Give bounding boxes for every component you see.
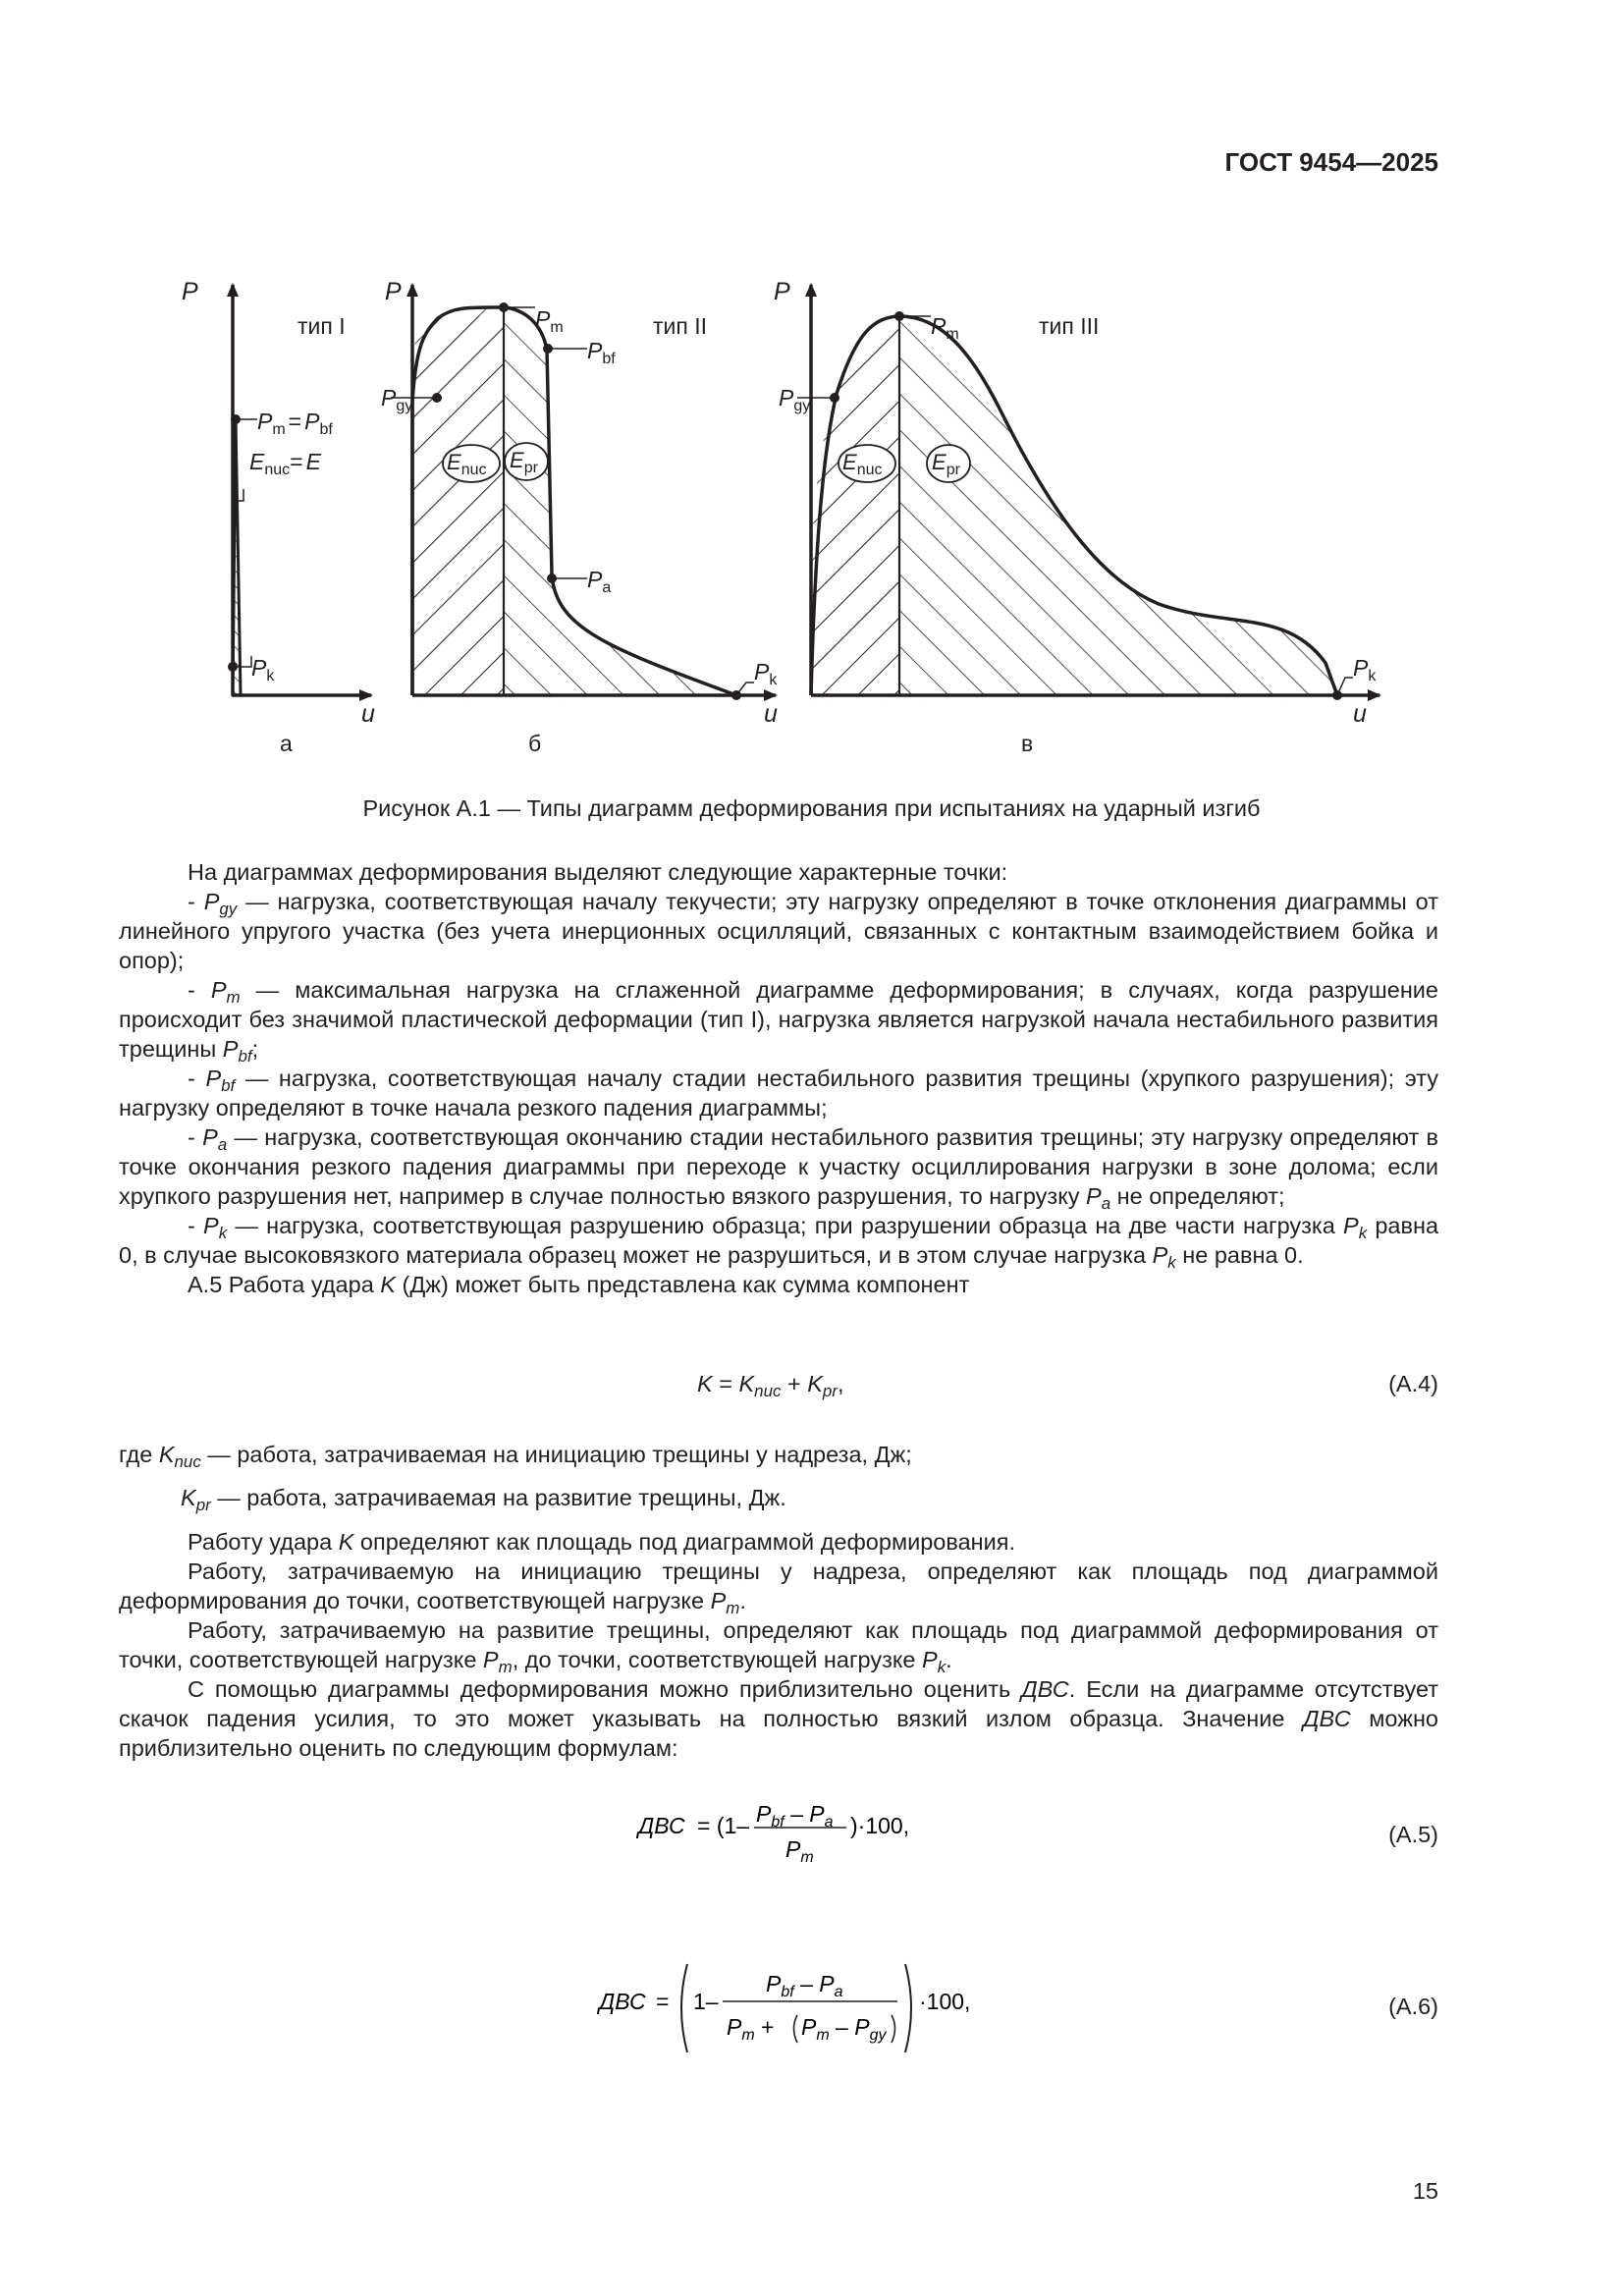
paragraph-dvs: С помощью диаграммы деформирования можно приблизительно оценить ДВС. Если на диаграмме отсутствует скачок падения усилия, то это может указывать на полностью вязкий излом образца. Значение ДВС можно приблизительно оценить по следующим формулам: (119, 1676, 1438, 1761)
big-paren-left (681, 1964, 687, 2052)
label-enuc-e: $E_{nuc}= E$ (249, 449, 321, 478)
item-pa: - $P_a$ — нагрузка, соответствующая окончанию стадии нестабильного развития трещины; эту нагрузку определяют в точке окончания резкого падения диаграммы при переходе к участку осциллирования нагрузки в зоне долома; если хрупкого разрушения нет, например в случае полностью вязкого разрушения, то нагрузку $P_a$ не определяют; (119, 1124, 1438, 1214)
label-pm: $P_m$ (535, 306, 564, 336)
equation-number-a6: (А.6) (1388, 1994, 1438, 2019)
axis-label-p: P (385, 278, 402, 305)
panel-type-2 (381, 278, 778, 756)
equation-number-a4: (А.4) (1388, 1371, 1438, 1396)
small-paren-right (892, 2015, 895, 2043)
label-pk: $P_k$ (1353, 655, 1377, 684)
standard-designation: ГОСТ 9454—2025 (1224, 147, 1438, 177)
item-pbf: - $P_{bf}$ — нагрузка, соответствующая началу стадии нестабильного развития трещины (хрупкого разрушения); эту нагрузку определяют в точке начала резкого падения диаграммы; (119, 1066, 1438, 1121)
label-pgy: $P_{gy}$ (779, 385, 811, 414)
formula-a5 (628, 1782, 943, 1890)
formula-a6-denominator-inner: $P_m - P_{gy}$ (801, 2014, 887, 2044)
label-pgy: $P_{gy}$ (381, 385, 413, 414)
curve-type-3-fill (811, 316, 899, 695)
curve-type-2-fill (412, 307, 504, 695)
paragraph-work-nuc: Работу, затрачиваемую на инициацию трещины у надреза, определяют как площадь под диаграммой деформирования до точки, соответствующей нагрузке $P_m$. (119, 1558, 1438, 1618)
label-pk: $P_k$ (754, 659, 778, 688)
axis-label-p: P (774, 278, 790, 305)
panel-letter: а (280, 731, 293, 756)
axis-label-p: P (182, 278, 198, 305)
page-number: 15 (1412, 2178, 1438, 2204)
formula-a5-close: )·100, (850, 1813, 910, 1838)
formula-a6-numerator: $P_{bf} - P_a$ (766, 1971, 843, 2000)
type-label: тип I (298, 313, 346, 339)
panel-type-1 (182, 278, 375, 756)
point-pgy (830, 393, 839, 403)
item-pgy: - $P_{gy}$ — нагрузка, соответствующая началу текучести; эту нагрузку определяют в точке отклонения диаграммы от линейного упругого участка (без учета инерционных осцилляций, связанных с контактным взаимодействием бойка и опор); (119, 889, 1438, 973)
label-pbf: $P_{bf}$ (587, 338, 616, 367)
formula-a6 (589, 1954, 1001, 2062)
figure-caption: Рисунок А.1 — Типы диаграмм деформирования при испытаниях на ударный изгиб (362, 795, 1261, 821)
deformation-diagrams-figure (0, 250, 1623, 761)
formula-a6-mult: ·100, (919, 1989, 971, 2014)
formula-a6-lhs: ДВС (599, 1989, 646, 2014)
small-paren-left (794, 2015, 798, 2043)
formula-a6-eq: = (656, 1989, 670, 2014)
panel-letter: б (528, 731, 542, 756)
intro-paragraph: На диаграммах деформирования выделяют следующие характерные точки: (188, 859, 1008, 885)
points-list (119, 857, 1438, 1299)
item-pm: - $P_m$ — максимальная нагрузка на сглаженной диаграмме деформирования; в случаях, когда разрушение происходит без значимой пластической деформации (тип I), нагрузка является нагрузкой начала нестабильного развития трещины $P_{bf}$; (119, 977, 1438, 1066)
item-pk: - $P_k$ — нагрузка, соответствующая разрушению образца; при разрушении образца на две части нагрузка $P_k$ равна 0, в случае высоковязкого материала образец может не разрушиться, и в этом случае нагрузка $P_k$ не равна 0. (119, 1213, 1439, 1273)
area-paragraphs (119, 1527, 1438, 1763)
point-pgy (432, 393, 442, 403)
label-pa: $P_a$ (587, 567, 612, 596)
formula-a4: $K = K_{nuc} + K_{pr}$, (697, 1371, 844, 1401)
label-epr: $E_{pr}$ (932, 450, 960, 478)
label-pm: $P_m$ (931, 313, 959, 343)
where-kpr: $K_{pr}$ — работа, затрачиваемая на развитие трещины, Дж. (181, 1485, 786, 1515)
panel-type-3 (774, 278, 1380, 756)
formula-a6-one: 1– (693, 1989, 719, 2014)
axis-label-u: u (1353, 700, 1367, 728)
formula-a5-numerator: $P_{bf} - P_a$ (756, 1801, 834, 1831)
region-epr (899, 316, 1337, 695)
panel-letter: в (1021, 731, 1034, 756)
formula-a5-lhs: ДВС (638, 1813, 685, 1838)
label-enuc: $E_{nuc}$ (447, 450, 487, 478)
axis-label-u: u (361, 700, 375, 728)
where-knuc: где $K_{nuc}$ — работа, затрачиваемая на инициацию трещины у надреза, Дж; (119, 1442, 912, 1472)
formula-a5-denominator: $P_m$ (785, 1836, 814, 1866)
equation-number-a5: (А.5) (1388, 1822, 1438, 1847)
type-label: тип II (653, 313, 708, 339)
label-enuc: $E_{nuc}$ (842, 450, 883, 478)
region-epr (504, 307, 736, 695)
big-paren-right (905, 1964, 911, 2052)
label-pk: $P_k$ (251, 655, 275, 684)
paragraph-work-k: Работу удара K определяют как площадь под диаграммой деформирования. (188, 1529, 1016, 1555)
axis-label-u: u (764, 700, 778, 728)
label-epr: $E_{pr}$ (510, 448, 538, 476)
formula-a5-open: = (1– (697, 1813, 750, 1838)
formula-a6-denominator: $P_m$ + (727, 2014, 775, 2044)
type-label: тип III (1039, 313, 1100, 339)
clause-a5: А.5 Работа удара K (Дж) может быть представлена как сумма компонент (188, 1272, 970, 1297)
label-pm-pbf: $P_m = P_{bf}$ (257, 409, 333, 438)
paragraph-work-pr: Работу, затрачиваемую на развитие трещины, определяют как площадь под диаграммой деформирования от точки, соответствующей нагрузке $P_m$, до точки, соответствующей нагрузке $P_k$. (119, 1617, 1438, 1677)
